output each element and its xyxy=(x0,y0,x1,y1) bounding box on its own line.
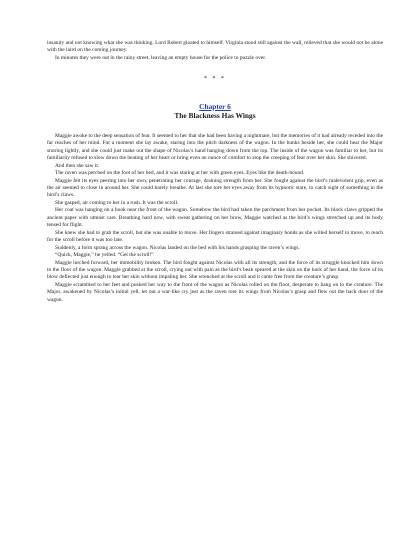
document-page xyxy=(47,40,383,304)
body-paragraph: insanity and not knowing what she was thinking. Lord Robert gloated to himself. Virginia stood still against the wall, relieved that she would not be alone with the laird on the coming journey. xyxy=(47,40,383,54)
body-paragraph: Maggie felt its eyes peering into her own, penetrating her courage, draining strength from her. She fought against the bird’s malevolent grip, even as the air seemed to close in around her. She could barely breathe. At last she tore her eyes away from its hypnotic stare, to catch sight of something in the bird’s claws. xyxy=(47,177,383,199)
body-paragraph: Maggie lurched forward, her immobility broken. The bird fought against Nicolas with all its strength, and the force of its struggle knocked him down to the floor of the wagon. Maggie grabbed at the scroll, crying out with pain as the bird’s beak speared at the skin on the back of her hand, the force of its blow deflected just enough to tear her skin without impaling her. She wrenched at the scroll and it came free from the creature’s grasp. xyxy=(47,259,383,281)
body-paragraph: Maggie scrambled to her feet and pushed her way to the front of the wagon as Nicolas rolled on the floor, desperate to hang on to the creature. The Major, awakened by Nicolas’s initial yell, let out a war-like cry just as the raven tore its wings from Nicolas’s grasp and flew out the back door of the wagon. xyxy=(47,281,383,303)
body-paragraph: In minutes they were out in the rainy street, leaving an empty house for the police to puzzle over. xyxy=(55,54,267,61)
body-paragraph: Suddenly, a form sprang across the wagon. Nicolas landed on the bed with his hands grasping the raven’s wings. xyxy=(55,244,300,251)
body-paragraph: Maggie awoke to the deep sensation of fear. It seemed to her that she had been having a nightmare, but the memories of it had already receded into the far reaches of her mind. For a moment she lay awake, staring into the pitch darkness of the wagon. In the bunks beside her, she could hear the Major snoring lightly, and she could just make out the shape of Nicolas’s hand hanging down from the top. The inside of the wagon was familiar to her, but its familiarity refused to slow down the beating of her heart or bring even an ounce of comfort to stop the creeping of fear over her skin. She shivered. xyxy=(47,132,383,162)
chapter-title: The Blackness Has Wings xyxy=(174,110,256,120)
body-paragraph: Her coat was hanging on a hook near the front of the wagon. Somehow the bird had taken the parchment from her pocket. Its black claws gripped the ancient paper with utmost care. Breathing hard now, with sweat gathering on her brow, Maggie watched as the bird’s wings stretched up and its body tensed for flight. xyxy=(47,207,383,229)
body-paragraph: The raven was perched on the foot of her bed, and it was staring at her with green eyes. Eyes like the death-hound. xyxy=(55,170,305,177)
body-paragraph: She knew she had to grab the scroll, but she was unable to move. Her fingers strained against imaginary bonds as she willed herself to move, to reach for the scroll before it was too late. xyxy=(47,229,383,244)
body-paragraph: She gasped, air coming to her in a rush. It was the scroll. xyxy=(55,199,179,206)
scene-separator: * * * xyxy=(204,76,226,83)
body-paragraph: And then she saw it. xyxy=(55,162,100,169)
chapter-link[interactable]: Chapter 6 xyxy=(199,101,231,111)
body-paragraph: “Quick, Maggie,” he yelled. “Get the scroll!” xyxy=(55,252,154,259)
